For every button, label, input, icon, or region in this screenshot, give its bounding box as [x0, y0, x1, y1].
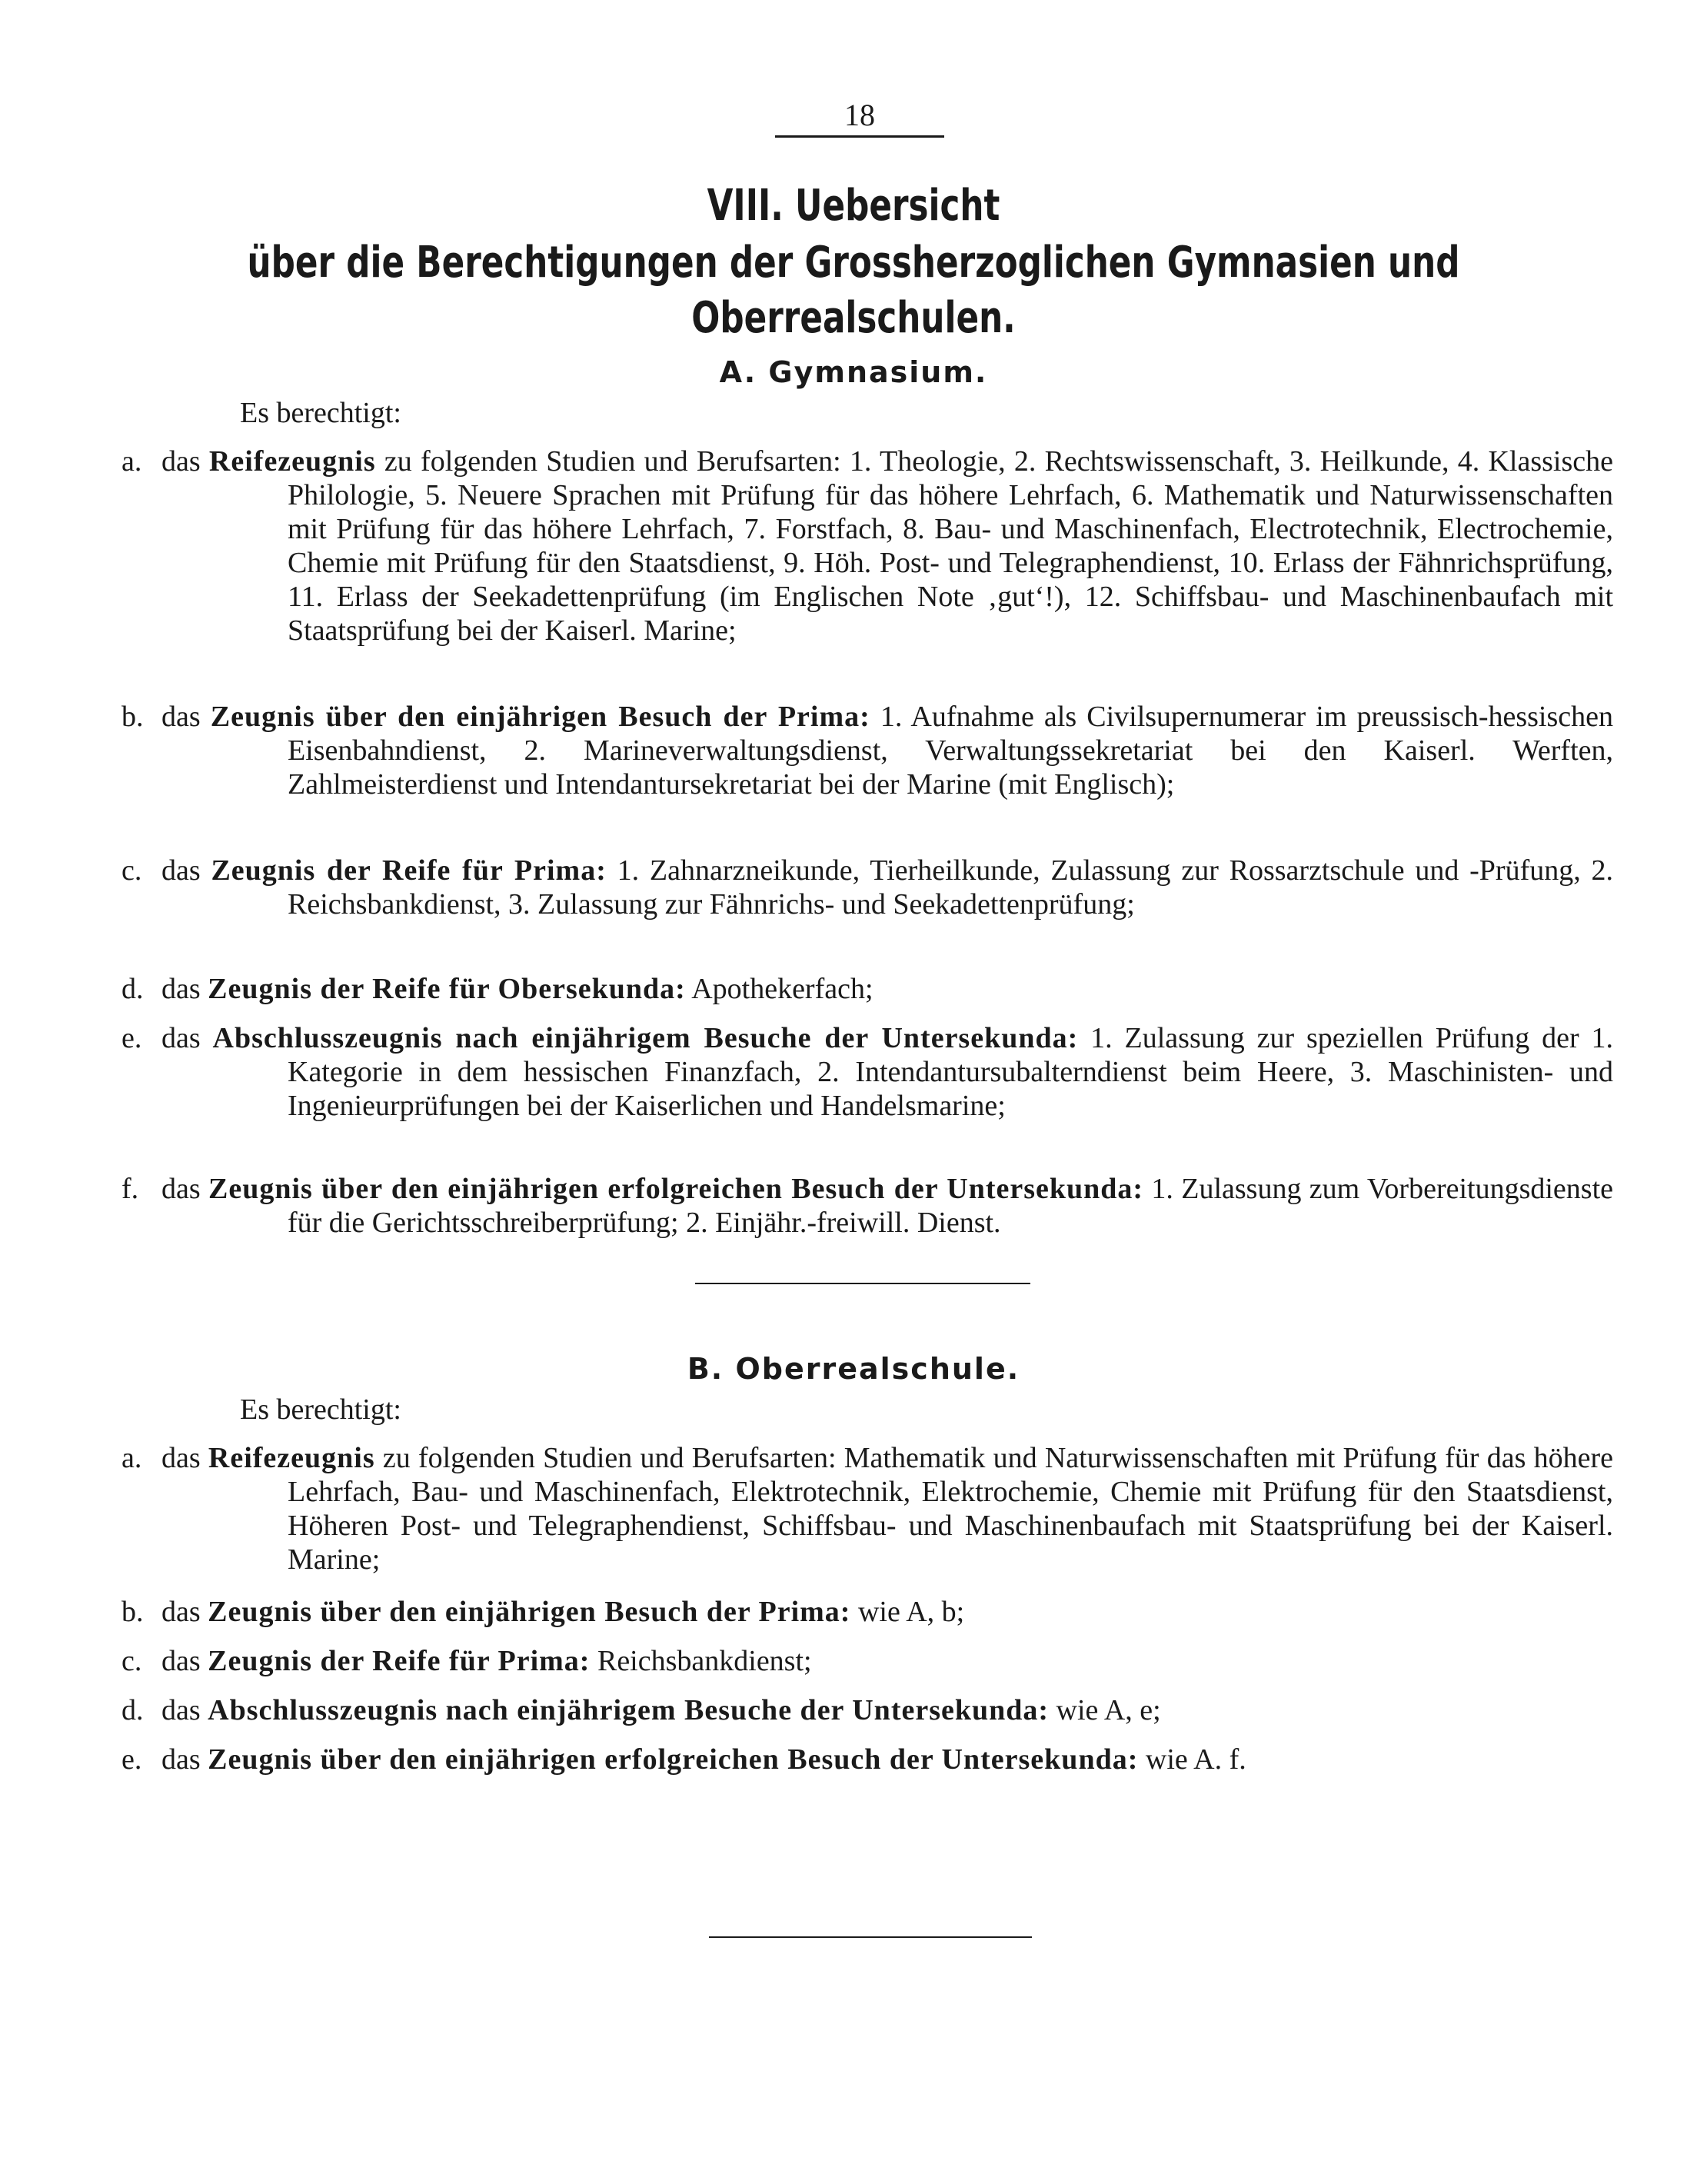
item-marker: c. [121, 854, 142, 887]
item-term: Zeugnis über den einjährigen erfolgreichen Besuch der Untersekunda: [208, 1743, 1139, 1776]
page-number: 18 [844, 98, 875, 132]
bottom-divider [709, 1936, 1032, 1938]
item-marker: a. [121, 445, 142, 478]
section-b-item-a [121, 1441, 1613, 1576]
item-text: 1. Aufnahme als Civilsupernumerar im preussisch-hessischen Eisenbahndienst, 2. Marineverwaltungsdienst, Verwaltungssekretariat bei den Kaiserl. Werften, Zahlmeisterdienst und Intendantursekretariat bei der Marine (mit Englisch); [288, 701, 1614, 801]
item-marker: a. [121, 1442, 142, 1474]
section-b-item-b [121, 1595, 1613, 1629]
item-text: wie A, b; [857, 1596, 965, 1628]
section-a-item-d [121, 972, 1613, 1006]
item-term: Abschlusszeugnis nach einjährigem Besuche der Untersekunda: [212, 1022, 1079, 1054]
item-lead: das [161, 445, 201, 478]
item-lead: das [161, 1596, 201, 1628]
item-marker: d. [121, 973, 144, 1005]
item-text: wie A. f. [1145, 1743, 1246, 1776]
item-text: zu folgenden Studien und Berufsarten: Mathematik und Naturwissenschaften mit Prüfung für das höhere Lehrfach, Bau- und Maschinenfach, Elektrotechnik, Elektrochemie, Chemie mit Prüfung für den Staatsdienst, Höheren Post- und Telegraphendienst, Schiffsbau- und Maschinenbaufach mit Staatsprüfung bei der Kaiserl. Marine; [288, 1442, 1613, 1576]
main-heading: VIII. Uebersicht [707, 181, 1000, 231]
section-a-intro: Es berechtigt: [240, 397, 401, 429]
section-b-intro: Es berechtigt: [240, 1393, 401, 1426]
item-marker: f. [121, 1173, 139, 1205]
item-lead: das [161, 1022, 201, 1054]
item-term: Zeugnis der Reife für Prima: [208, 1645, 591, 1677]
item-marker: e. [121, 1743, 142, 1776]
item-text: 1. Zahnarzneikunde, Tierheilkunde, Zulassung zur Rossarztschule und -Prüfung, 2. Reichsbankdienst, 3. Zulassung zur Fähnrichs- und Seekadettenprüfung; [288, 854, 1613, 921]
item-text: wie A, e; [1056, 1694, 1161, 1726]
item-term: Zeugnis über den einjährigen erfolgreichen Besuch der Untersekunda: [208, 1173, 1144, 1205]
section-a-title: A. Gymnasium. [719, 355, 988, 389]
item-lead: das [161, 1442, 201, 1474]
sub-heading: über die Berechtigungen der Grossherzoglichen Gymnasien und Oberrealschulen. [247, 238, 1460, 343]
item-marker: c. [121, 1645, 142, 1677]
item-marker: b. [121, 701, 144, 733]
item-text: 1. Zulassung zum Vorbereitungsdienste für die Gerichtsschreiberprüfung; 2. Einjähr.-freiwill. Dienst. [288, 1173, 1614, 1239]
item-term: Reifezeugnis [208, 1442, 375, 1474]
page-number-underline [775, 135, 944, 138]
item-lead: das [161, 1645, 201, 1677]
item-marker: d. [121, 1694, 144, 1726]
section-a-item-b [121, 700, 1613, 801]
item-text: 1. Zulassung zur speziellen Prüfung der 1. Kategorie in dem hessischen Finanzfach, 2. Intendantursubalterndienst beim Heere, 3. Maschinisten- und Ingenieurprüfungen bei der Kaiserlichen und Handelsmarine; [288, 1022, 1614, 1122]
section-b-title: B. Oberrealschule. [687, 1352, 1020, 1386]
section-a-item-a [121, 444, 1613, 648]
item-marker: b. [121, 1596, 144, 1628]
item-lead: das [161, 1694, 201, 1726]
item-marker: e. [121, 1022, 142, 1054]
section-b-item-e [121, 1743, 1613, 1776]
item-lead: das [161, 1173, 201, 1205]
item-term: Abschlusszeugnis nach einjährigem Besuche der Untersekunda: [208, 1694, 1050, 1726]
item-text: zu folgenden Studien und Berufsarten: 1. Theologie, 2. Rechtswissenschaft, 3. Heilkunde, 4. Klassische Philologie, 5. Neuere Sprachen mit Prüfung für das höhere Lehrfach, 6. Mathematik und Naturwissenschaften mit Prüfung für das höhere Lehrfach, 7. Forstfach, 8. Bau- und Maschinenfach, Electrotechnik, Electrochemie, Chemie mit Prüfung für den Staatsdienst, 9. Höh. Post- und Telegraphendienst, 10. Erlass der Fähnrichsprüfung, 11. Erlass der Seekadettenprüfung (im Englischen Note ‚gut‘!), 12. Schiffsbau- und Maschinenbaufach mit Staatsprüfung bei der Kaiserl. Marine; [288, 445, 1614, 647]
section-a-item-f [121, 1172, 1613, 1240]
item-text: Apothekerfach; [691, 973, 873, 1005]
item-term: Zeugnis der Reife für Prima: [211, 854, 607, 887]
item-lead: das [161, 1743, 201, 1776]
item-term: Zeugnis über den einjährigen Besuch der Prima: [208, 1596, 851, 1628]
item-lead: das [161, 854, 201, 887]
section-divider [695, 1283, 1030, 1284]
item-term: Zeugnis der Reife für Obersekunda: [208, 973, 686, 1005]
section-a-item-e [121, 1021, 1613, 1123]
item-term: Reifezeugnis [208, 445, 376, 478]
item-term: Zeugnis über den einjährigen Besuch der Prima: [210, 701, 870, 733]
section-a-item-c [121, 854, 1613, 921]
item-lead: das [161, 973, 201, 1005]
item-text: Reichsbankdienst; [597, 1645, 812, 1677]
section-b-item-d [121, 1693, 1613, 1727]
item-lead: das [161, 701, 201, 733]
section-b-item-c [121, 1644, 1613, 1678]
